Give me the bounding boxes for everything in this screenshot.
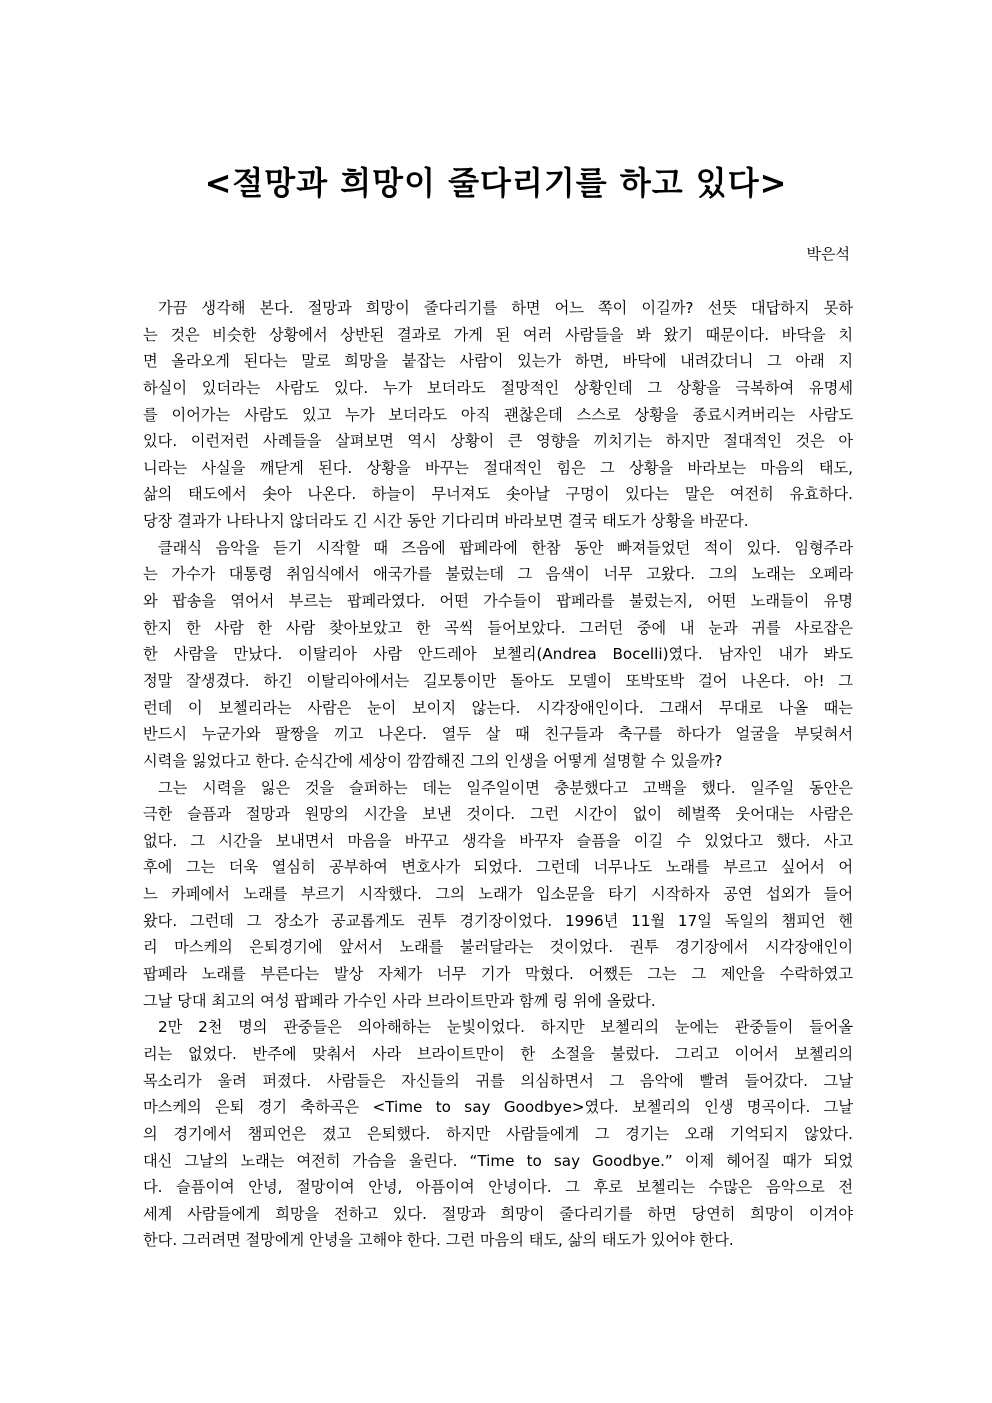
paragraph-2	[143, 535, 853, 775]
text-line: 마스케의 은퇴 경기 축하곡은 <Time to say Goodbye>였다. 보첼리의 인생 명곡이다. 그날	[143, 1098, 853, 1117]
text-line: 팝페라 노래를 부른다는 발상 자체가 너무 기가 막혔다. 어쨌든 그는 그 제안을 수락하였고	[143, 965, 853, 984]
text-line: 후에 그는 더욱 열심히 공부하여 변호사가 되었다. 그런데 너무나도 노래를 부르고 싶어서 어	[143, 858, 853, 877]
text-line: 하실이 있더라는 사람도 있다. 누가 보더라도 절망적인 상황인데 그 상황을 극복하여 유명세	[143, 378, 853, 397]
text-line: 극한 슬픔과 절망과 원망의 시간을 보낸 것이다. 그런 시간이 없이 헤벌쭉 웃어대는 사람은	[143, 805, 853, 824]
text-line: 한지 한 사람 한 사람 찾아보았고 한 곡씩 들어보았다. 그러던 중에 내 눈과 귀를 사로잡은	[143, 618, 853, 637]
text-line: 왔다. 그런데 그 장소가 공교롭게도 권투 경기장이었다. 1996년 11월 17일 독일의 챔피언 헨	[143, 911, 853, 930]
text-line: 니라는 사실을 깨닫게 된다. 상황을 바꾸는 절대적인 힘은 그 상황을 바라보는 마음의 태도,	[143, 458, 853, 477]
text-line: 한다. 그러려면 절망에게 안녕을 고해야 한다. 그런 마음의 태도, 삶의 태도가 있어야 한다.	[143, 1231, 734, 1250]
text-line: 런데 이 보첼리라는 사람은 눈이 보이지 않는다. 시각장애인이다. 그래서 무대로 나올 때는	[143, 698, 853, 717]
text-line: 와 팝송을 엮어서 부르는 팝페라였다. 어떤 가수들이 팝페라를 불렀는지, 어떤 노래들이 유명	[143, 592, 853, 611]
text-line: 면 올라오게 된다는 말로 희망을 붙잡는 사람이 있는가 하면, 바닥에 내려갔더니 그 아래 지	[143, 352, 853, 371]
text-line: 그날 당대 최고의 여성 팝페라 가수인 사라 브라이트만과 함께 링 위에 올랐다.	[143, 991, 656, 1010]
text-line: 리는 없었다. 반주에 맞춰서 사라 브라이트만이 한 소절을 불렀다. 그리고 이어서 보첼리의	[143, 1044, 853, 1063]
document-body	[143, 295, 853, 1254]
text-line: 는 것은 비슷한 상황에서 상반된 결과로 가게 된 여러 사람들을 봐 왔기 때문이다. 바닥을 치	[143, 325, 853, 344]
text-line: 리 마스케의 은퇴경기에 앞서서 노래를 불러달라는 것이었다. 권투 경기장에서 시각장애인이	[143, 938, 853, 957]
text-line: 의 경기에서 챔피언은 졌고 은퇴했다. 하지만 사람들에게 그 경기는 오래 기억되지 않았다.	[143, 1124, 853, 1143]
text-line: 다. 슬픔이여 안녕, 절망이여 안녕, 아픔이여 안녕이다. 그 후로 보첼리는 수많은 음악으로 전	[143, 1178, 853, 1197]
text-line: 정말 잘생겼다. 하긴 이탈리아에서는 길모퉁이만 돌아도 모델이 또박또박 걸어 나온다. 아! 그	[143, 671, 853, 690]
text-line: 있다. 이런저런 사례들을 살펴보면 역시 상황이 큰 영향을 끼치기는 하지만 절대적인 것은 아	[143, 432, 853, 451]
paragraph-1	[143, 295, 853, 535]
text-line: 시력을 잃었다고 한다. 순식간에 세상이 깜깜해진 그의 인생을 어떻게 설명할 수 있을까?	[143, 751, 723, 770]
text-line: 삶의 태도에서 솟아 나온다. 하늘이 무너져도 솟아날 구멍이 있다는 말은 여전히 유효하다.	[143, 485, 853, 504]
author-name: 박은석	[806, 245, 850, 263]
text-line: 2만 2천 명의 관중들은 의아해하는 눈빛이었다. 하지만 보첼리의 눈에는 관중들이 들어올	[158, 1018, 853, 1037]
text-line: 느 카페에서 노래를 부르기 시작했다. 그의 노래가 입소문을 타기 시작하자 공연 섭외가 들어	[143, 885, 853, 904]
text-line: 목소리가 울려 퍼졌다. 사람들은 자신들의 귀를 의심하면서 그 음악에 빨려 들어갔다. 그날	[143, 1071, 853, 1090]
text-line: 반드시 누군가와 팔짱을 끼고 나온다. 열두 살 때 친구들과 축구를 하다가 얼굴을 부딪혀서	[143, 725, 853, 744]
text-line: 한 사람을 만났다. 이탈리아 사람 안드레아 보첼리(Andrea Bocelli)였다. 남자인 내가 봐도	[143, 645, 853, 664]
paragraph-4	[143, 1014, 853, 1254]
text-line: 그는 시력을 잃은 것을 슬퍼하는 데는 일주일이면 충분했다고 고백을 했다. 일주일 동안은	[158, 778, 853, 797]
document-title: <절망과 희망이 줄다리기를 하고 있다>	[204, 164, 788, 202]
text-line: 없다. 그 시간을 보내면서 마음을 바꾸고 생각을 바꾸자 슬픔을 이길 수 있었다고 했다. 사고	[143, 831, 853, 850]
text-line: 클래식 음악을 듣기 시작할 때 즈음에 팝페라에 한참 동안 빠져들었던 적이 있다. 임형주라	[158, 538, 853, 557]
text-line: 를 이어가는 사람도 있고 누가 보더라도 아직 괜찮은데 스스로 상황을 종료시켜버리는 사람도	[143, 405, 853, 424]
text-line: 세계 사람들에게 희망을 전하고 있다. 절망과 희망이 줄다리기를 하면 당연히 희망이 이겨야	[143, 1204, 853, 1223]
text-line: 가끔 생각해 본다. 절망과 희망이 줄다리기를 하면 어느 쪽이 이길까? 선뜻 대답하지 못하	[158, 299, 853, 317]
text-line: 대신 그날의 노래는 여전히 가슴을 울린다. “Time to say Goodbye.” 이제 헤어질 때가 되었	[143, 1151, 853, 1170]
text-line: 는 가수가 대통령 취임식에서 애국가를 불렀는데 그 음색이 너무 고왔다. 그의 노래는 오페라	[143, 565, 853, 584]
text-line: 당장 결과가 나타나지 않더라도 긴 시간 동안 기다리며 바라보면 결국 태도가 상황을 바꾼다.	[143, 512, 749, 531]
paragraph-3	[143, 775, 853, 1015]
